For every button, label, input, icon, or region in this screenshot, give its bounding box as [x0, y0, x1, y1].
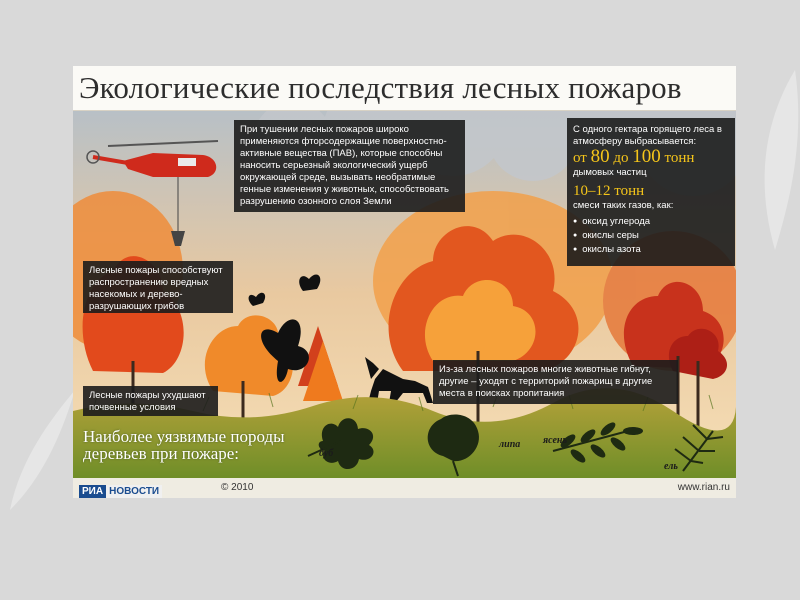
soil-info-box — [83, 386, 218, 416]
smoke-to-value: 100 — [632, 146, 661, 167]
gas-list — [573, 215, 729, 257]
gas-item-carbon-oxide: ● оксид углерода — [573, 215, 729, 229]
copyright: © 2010 — [221, 482, 254, 493]
animals-text: Из-за лесных пожаров многие животные гибнут, другие – уходят с территорий пожарищ в другие места в поисках пропитания — [439, 364, 653, 399]
insects-info-box — [83, 261, 233, 313]
gas-item-sulfur-oxides: ● окислы серы — [573, 229, 729, 243]
vulnerable-trees-line-1: Наиболее уязвимые породы — [83, 427, 285, 446]
emissions-intro: С одного гектара горящего леса в атмосферу выбрасывается: — [573, 124, 722, 147]
animals-info-box — [433, 360, 678, 404]
vulnerable-trees-label — [83, 428, 285, 462]
tree-name-ash: ясень — [543, 435, 568, 446]
emissions-info-box — [567, 118, 735, 266]
infographic-poster — [73, 66, 736, 498]
background-leaf-left — [0, 380, 80, 520]
gas-item-nitrogen-oxides: ● окислы азота — [573, 243, 729, 257]
title-bar — [73, 66, 736, 111]
vulnerable-trees-line-2: деревьев при пожаре: — [83, 444, 240, 463]
background-leaf-right — [735, 60, 800, 260]
smoke-from-value: 80 — [590, 146, 610, 167]
soil-text: Лесные пожары ухудшают почвенные условия — [89, 390, 206, 413]
smoke-label: дымовых частиц — [573, 167, 647, 178]
page-title: Экологические последствия лесных пожаров — [79, 70, 682, 105]
insects-text: Лесные пожары способствуют распространению вредных насекомых и дерево-разрушающих грибов — [89, 265, 223, 312]
smoke-prefix: от — [573, 150, 587, 166]
smoke-unit: тонн — [664, 150, 695, 166]
site-url: www.rian.ru — [677, 482, 730, 493]
gas-amount: 10–12 тонн — [573, 183, 645, 199]
ria-novosti-logo — [79, 481, 162, 495]
tree-name-spruce: ель — [664, 461, 678, 472]
gas-label: смеси таких газов, как: — [573, 200, 674, 211]
surfactants-text: При тушении лесных пожаров широко применяются фторсодержащие поверхностно-активные вещества (ПАВ), которые способны наносить серьезный экологический ущерб окружающей среде, вызывать необратимые генные изменения у животных, способствовать разрушению озонного слоя Земли — [240, 124, 449, 207]
tree-name-oak: дуб — [319, 448, 334, 459]
smoke-mid: до — [613, 150, 629, 166]
smoke-amount — [573, 148, 729, 167]
surfactants-info-box — [234, 120, 465, 212]
footer — [73, 478, 736, 498]
tree-name-linden: липа — [499, 439, 521, 450]
logo-part-ria: РИА — [79, 485, 106, 498]
logo-part-novosti: НОВОСТИ — [106, 485, 162, 498]
